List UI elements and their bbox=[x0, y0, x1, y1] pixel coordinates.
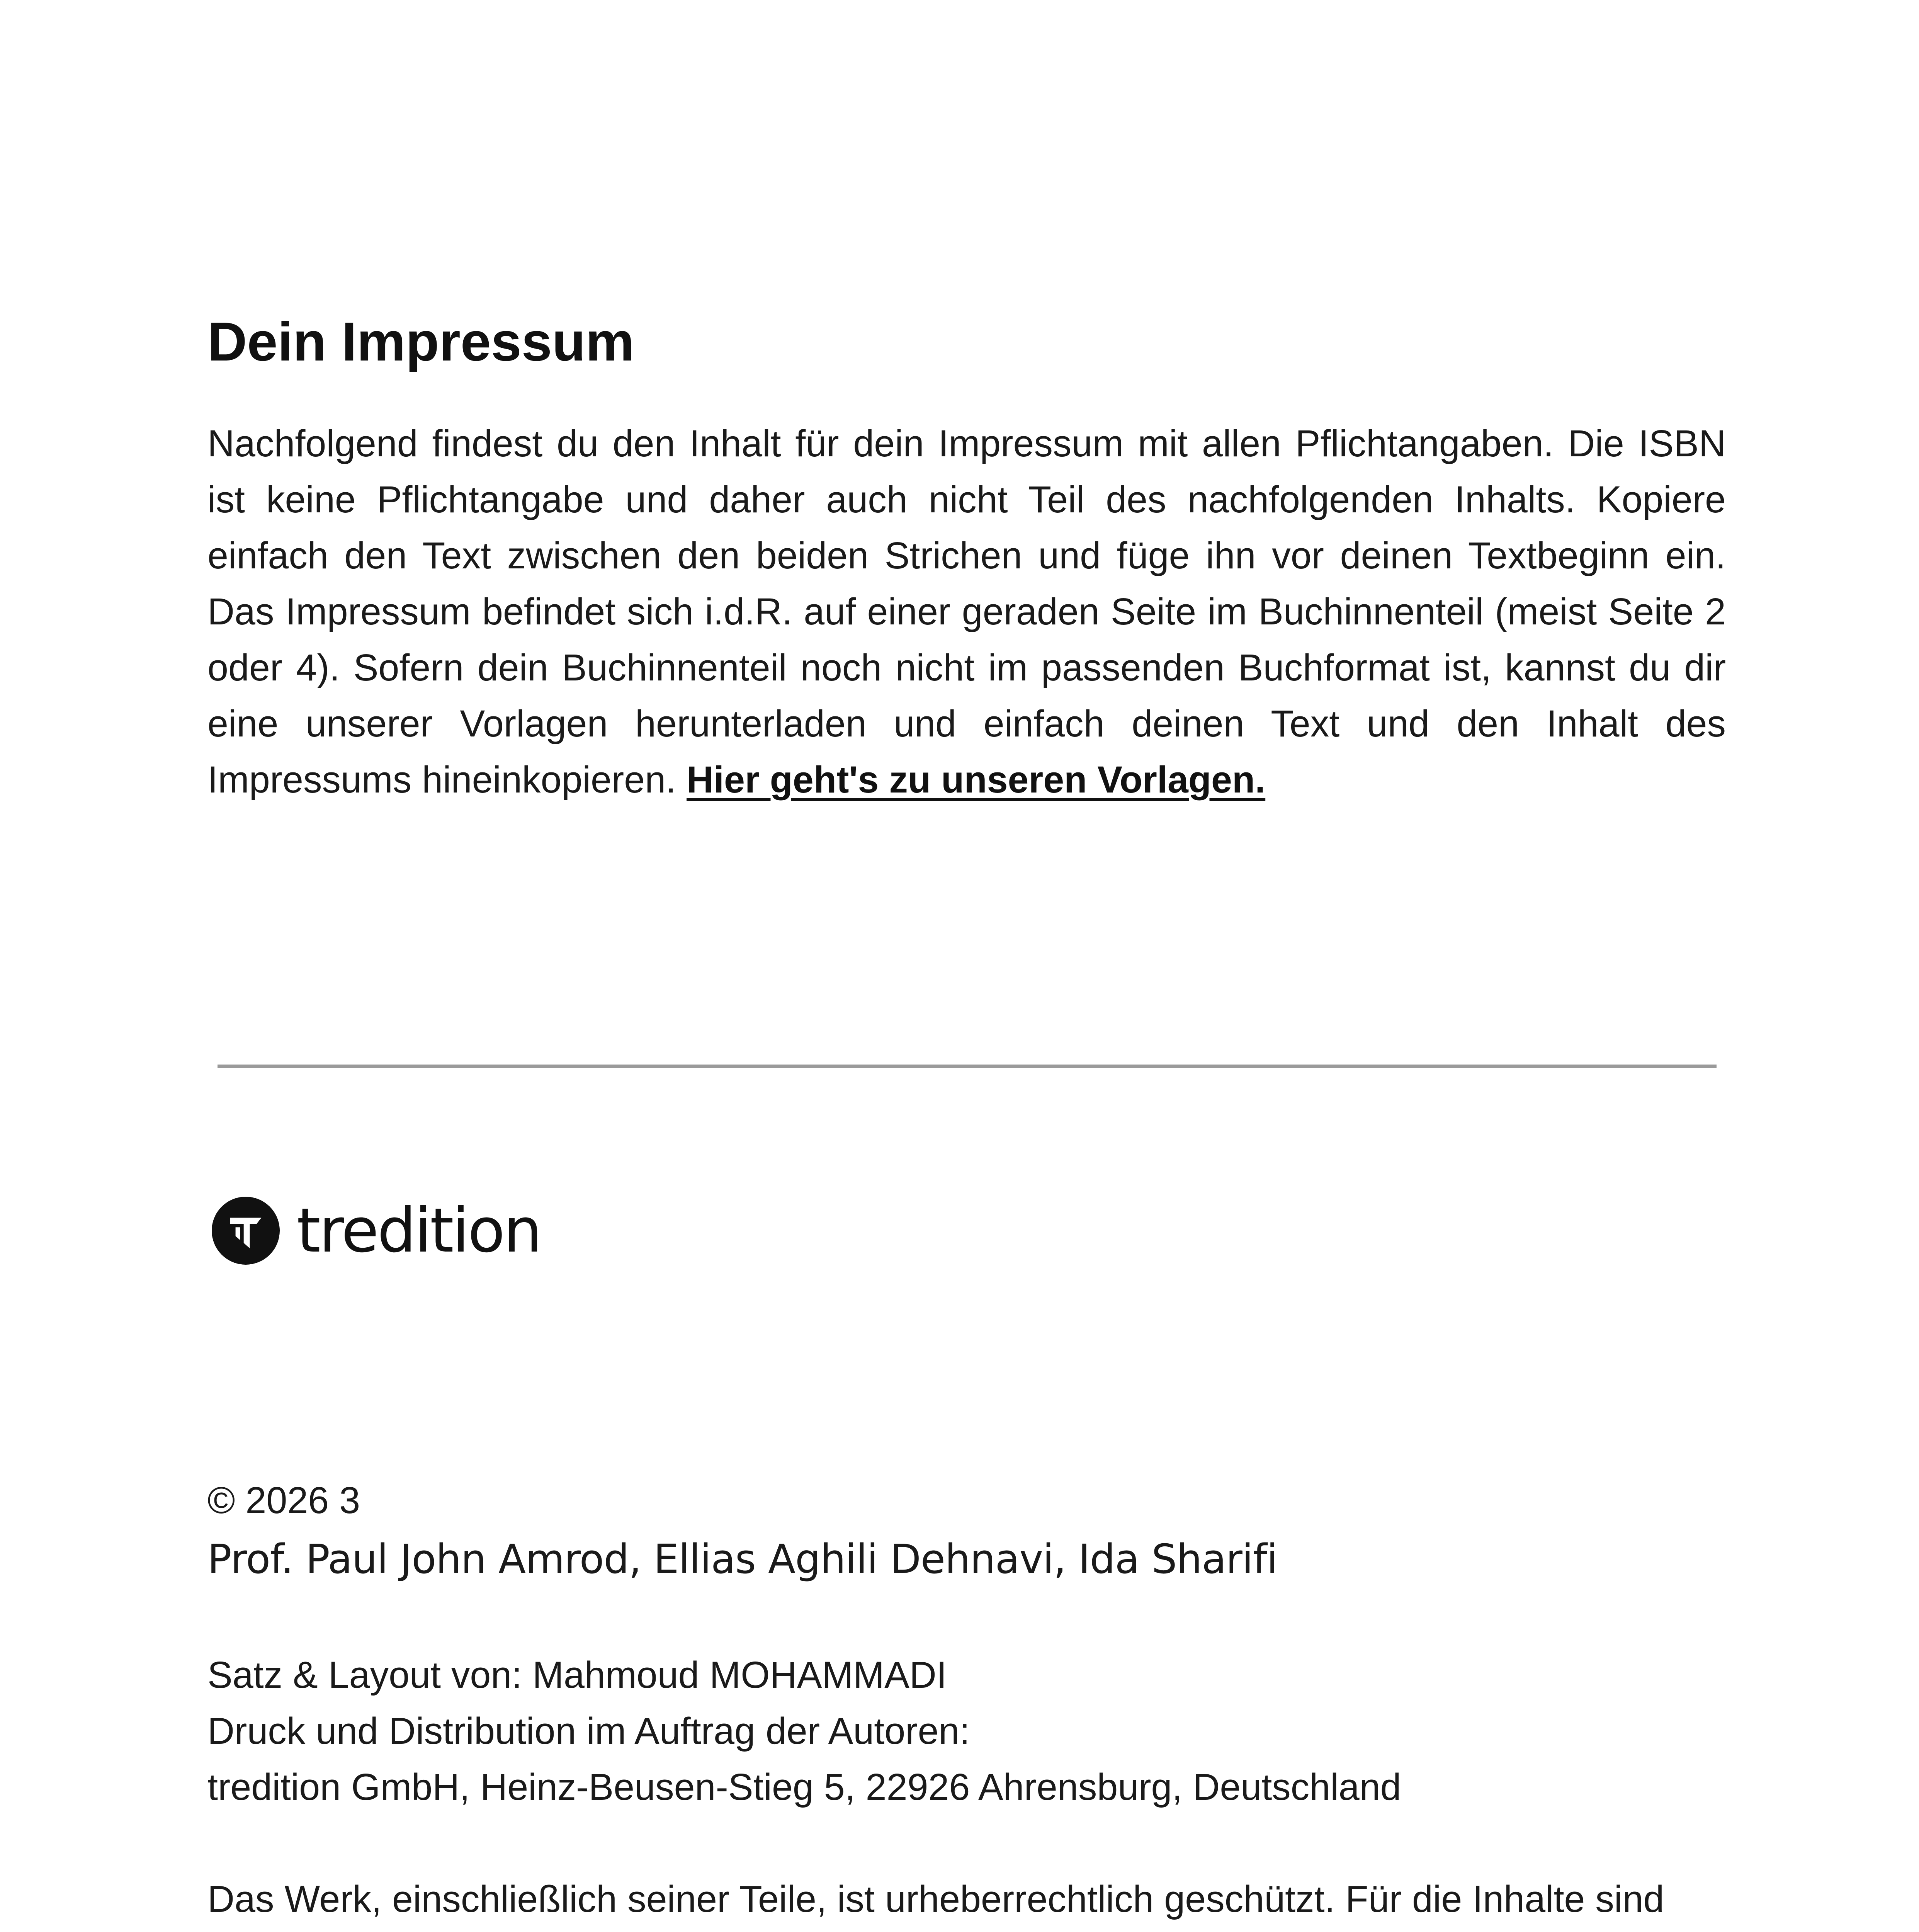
page-title: Dein Impressum bbox=[207, 311, 634, 372]
legal-line: Das Werk, einschließlich seiner Teile, ist urheberrechtlich geschützt. Für die Inhalte sind bbox=[207, 1878, 1664, 1920]
authors-line: Prof. Paul John Amrod, Ellias Aghili Dehnavi, Ida Sharifi bbox=[207, 1536, 1278, 1583]
credits-line: Druck und Distribution im Auftrag der Autoren: bbox=[207, 1710, 970, 1752]
templates-link[interactable]: Hier geht's zu unseren Vorlagen. bbox=[687, 759, 1266, 801]
copyright-line: © 2026 3 bbox=[207, 1479, 360, 1521]
legal-line bbox=[207, 1927, 1726, 1932]
tredition-logo bbox=[212, 1194, 541, 1267]
tredition-logo-icon bbox=[212, 1197, 280, 1265]
intro-text: Nachfolgend findest du den Inhalt für dein Impressum mit allen Pflichtangaben. Die ISBN ist keine Pflichtangabe und daher auch nicht Teil des nachfolgenden Inhalts. Kopiere einfach den Text zwischen den beiden Strichen und füge ihn vor deinen Textbeginn ein. Das Impressum befindet sich i.d.R. auf einer geraden Seite im Buchinnenteil (meist Seite 2 oder 4). Sofern dein Buchinnenteil noch nicht im passenden Buchformat ist, kannst du dir eine unserer Vorlagen herunterladen und einfach deinen Text und den Inhalt des Impressums hineinkopieren. bbox=[207, 422, 1726, 801]
credits-block bbox=[207, 1647, 1401, 1815]
intro-paragraph bbox=[207, 415, 1726, 808]
top-divider bbox=[218, 1065, 1717, 1068]
legal-notice bbox=[207, 1871, 1726, 1932]
credits-line: Satz & Layout von: Mahmoud MOHAMMADI bbox=[207, 1654, 947, 1696]
credits-line: tredition GmbH, Heinz-Beusen-Stieg 5, 22926 Ahrensburg, Deutschland bbox=[207, 1766, 1401, 1808]
logo-wordmark: tredition bbox=[297, 1195, 541, 1266]
